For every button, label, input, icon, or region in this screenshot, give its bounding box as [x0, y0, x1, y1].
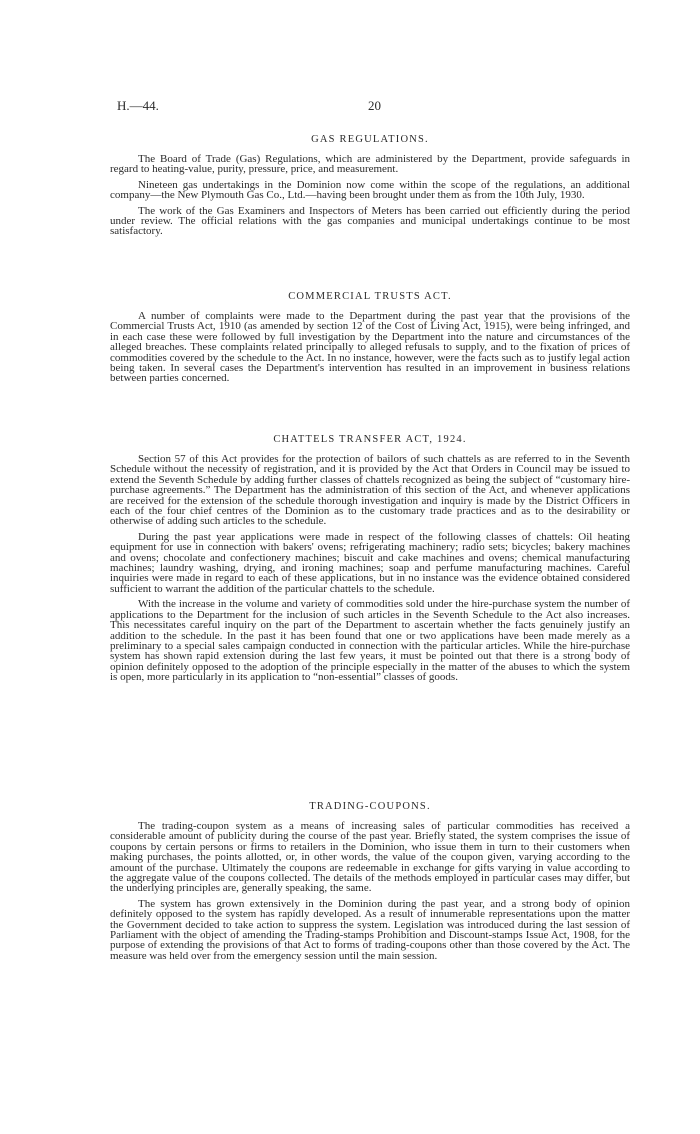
- paragraph: With the increase in the volume and variety of commodities sold under the hire-purchase system the number of applications to the Department for the inclusion of such articles in the Seventh Schedule to the Act also increases. This necessitates careful inquiry on the part of the Department to ascertain whether the facts genuinely justify an addition to the schedule. In the past it has been found that one or two applications have been made merely as a preliminary to a special sales campaign conducted in connection with the particular articles. While the hire-purchase system has shown rapid extension during the last few years, it must be pointed out that there is a strong body of opinion definitely opposed to the adoption of the principle especially in the matter of the abuses to which the system is open, more particularly in its application to “non-essential” classes of goods.: [110, 598, 630, 684]
- paragraph: Section 57 of this Act provides for the protection of bailors of such chattels as are referred to in the Seventh Schedule without the necessity of registration, and it is provided by the Act that Orders in Council may be issued to extend the Seventh Schedule by adding further classes of chattels recognized as being the subject of “customary hire-purchase agreements.” The Department has the administration of this section of the Act, and whenever applications are received for the extension of the schedule thorough investigation and inquiry is made by the District Officers in each of the four chief centres of the Dominion as to the customary trade practices and as to the desirability or otherwise of adding such articles to the schedule.: [110, 453, 630, 528]
- paragraph: The work of the Gas Examiners and Inspectors of Meters has been carried out efficiently during the period under review. The official relations with the gas companies and municipal undertakings continue to be most satisfactory.: [110, 204, 630, 238]
- paragraph: The system has grown extensively in the Dominion during the past year, and a strong body of opinion definitely opposed to the system has rapidly developed. As a result of innumerable representations upon the matter the Government decided to take action to suppress the system. Legislation was introduced during the last session of Parliament with the object of amending the Trading-stamps Prohibition and Discount-stamps Issue Act, 1908, for the purpose of extending the provisions of that Act to forms of trading-coupons other than those covered by the Act. The measure was held over from the emergency session until the main session.: [110, 897, 630, 962]
- paragraph: Nineteen gas undertakings in the Dominion now come within the scope of the regulations, an additional company—the New Plymouth Gas Co., Ltd.—having been brought under them as from the 10th July, 1930.: [110, 178, 630, 202]
- paragraph: The trading-coupon system as a means of increasing sales of particular commodities has received a considerable amount of publicity during the course of the past year. Briefly stated, the system comprises the issue of coupons by certain persons or firms to retailers in the Dominion, who issue them in turn to their customers when making purchases, the points allotted, or, in other words, the value of the coupon given, varying according to the amount of the purchase. Ultimately the coupons are redeemable in exchange for gifts varying in value according to the aggregate value of the coupons collected. The details of the methods employed in particular cases may differ, but the underlying principles are, generally speaking, the same.: [110, 820, 630, 895]
- document-reference: H.—44.: [117, 98, 159, 113]
- section-title: CHATTELS TRANSFER ACT, 1924.: [273, 434, 467, 445]
- section-chattels-transfer-act: [110, 434, 630, 688]
- section-gas-regulations: [110, 134, 630, 242]
- section-title: TRADING-COUPONS.: [309, 801, 431, 812]
- section-title: GAS REGULATIONS.: [311, 134, 429, 145]
- section-trading-coupons: [110, 801, 630, 966]
- section-commercial-trusts-act: [110, 291, 630, 389]
- page-number: 20: [368, 98, 381, 113]
- paragraph: During the past year applications were made in respect of the following classes of chattels: Oil heating equipment for use in connection with bakers' ovens; refrigerating machinery; radio sets; bicycles; bakery machines and ovens; chocolate and confectionery machines; biscuit and cake machines and ovens; chemical manufacturing machines; laundry washing, drying, and ironing machines; soap and perfume manufacturing machines. Careful inquiries were made in regard to each of these applications, but in no instance was the evidence obtained considered sufficient to warrant the addition of the particular chattels to the schedule.: [110, 530, 630, 595]
- paragraph: A number of complaints were made to the Department during the past year that the provisions of the Commercial Trusts Act, 1910 (as amended by section 12 of the Cost of Living Act, 1915), were being infringed, and in each case these were followed by full investigation by the Department into the nature and circumstances of the alleged breaches. These complaints related principally to alleged refusals to supply, and to the fixation of prices of commodities covered by the schedule to the Act. In no instance, however, were the facts such as to justify legal action being taken. In several cases the Department's intervention has resulted in an improvement in business relations between parties concerned.: [110, 310, 630, 385]
- section-title: COMMERCIAL TRUSTS ACT.: [288, 291, 452, 302]
- paragraph: The Board of Trade (Gas) Regulations, which are administered by the Department, provide safeguards in regard to heating-value, purity, pressure, price, and measurement.: [110, 153, 630, 176]
